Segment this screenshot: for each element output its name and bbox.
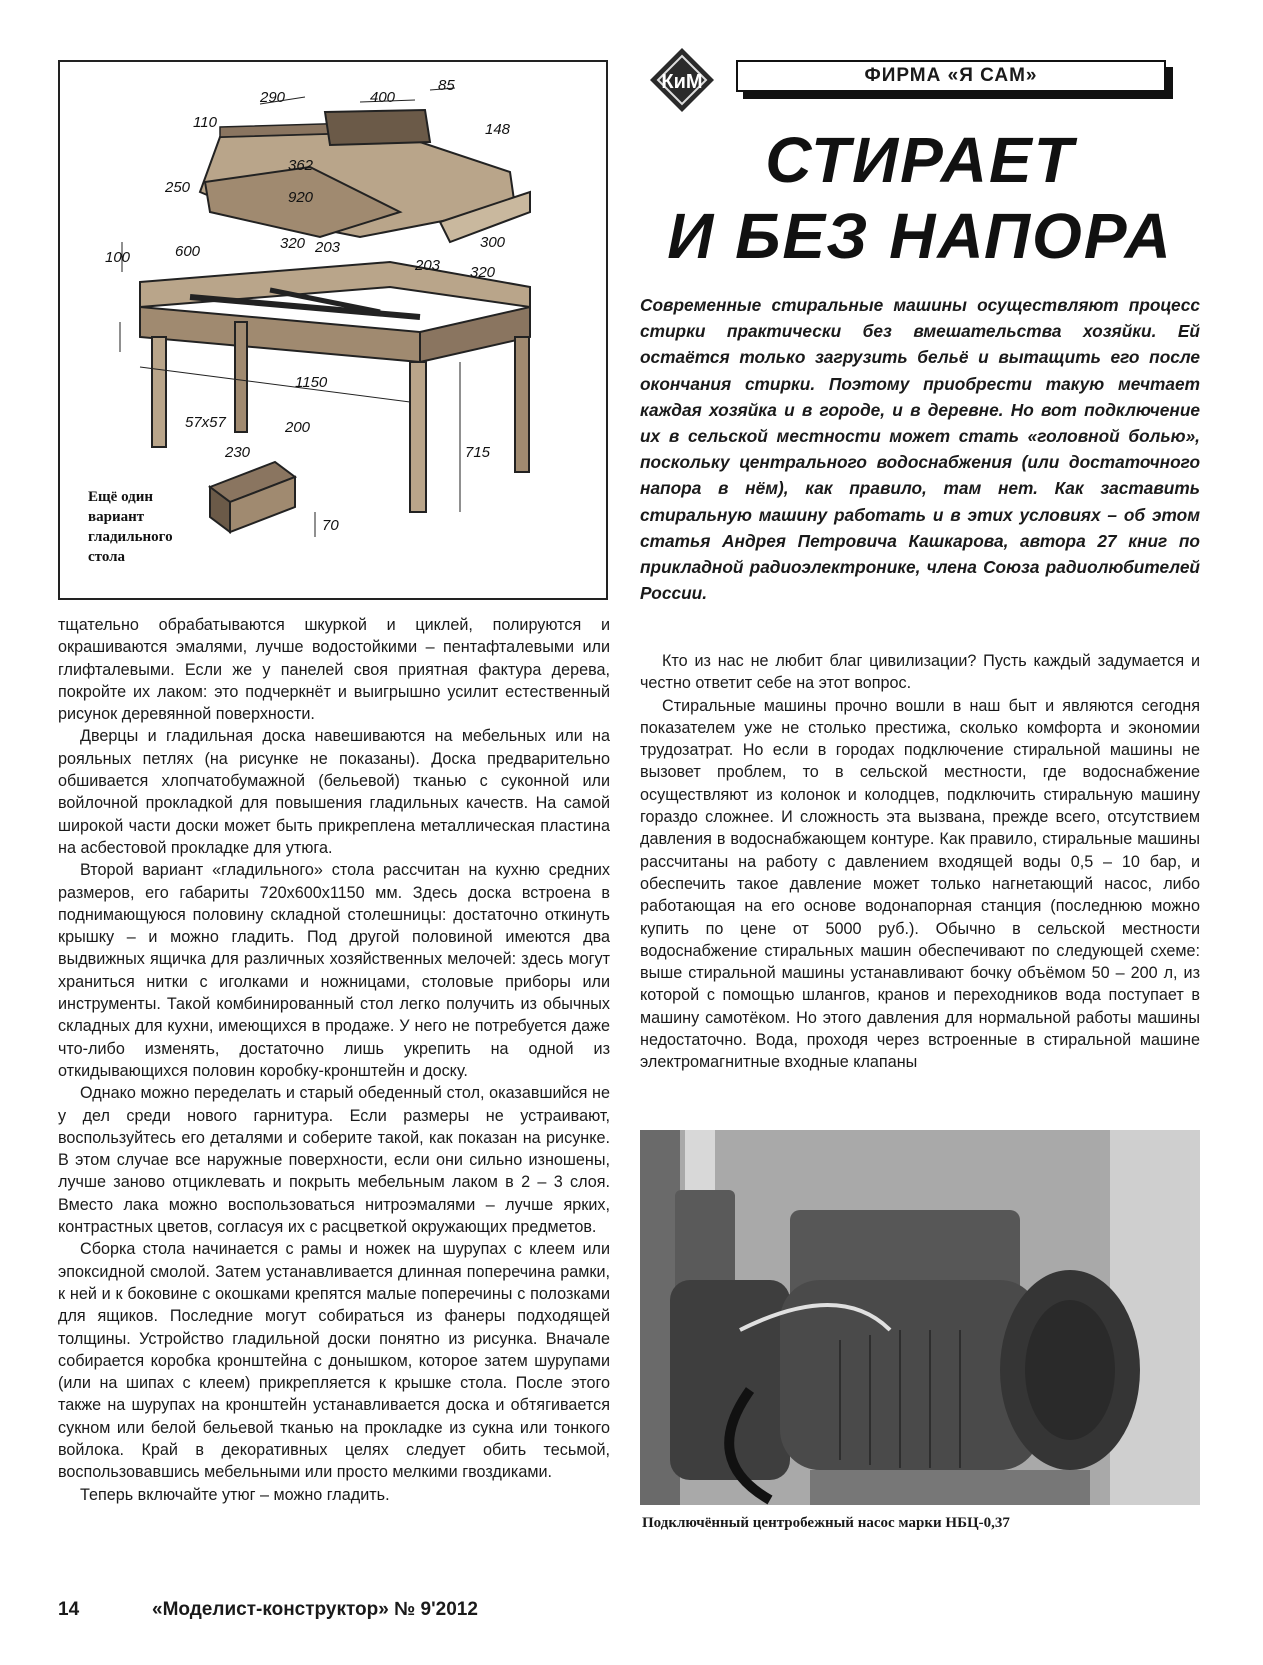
dim-label: 300	[480, 234, 506, 251]
dim-label: 85	[438, 77, 455, 94]
dim-label: 250	[165, 179, 191, 196]
dim-label: 320	[280, 235, 306, 252]
leg-back-right	[515, 337, 529, 472]
paragraph: Кто из нас не любит благ цивилизации? Пусть каждый задумается и честно ответит себе на этот вопрос.	[640, 652, 1200, 693]
dim-label: 230	[225, 444, 251, 461]
figure-table-drawing	[58, 60, 608, 600]
paragraph: Однако можно переделать и старый обеденный стол, оказавшийся не у дел среди нового гарнитура. Если размеры не устраивают, воспользуйтесь его деталями и соберите такой, как показан на рисунке. В этом случае все наружные поверхности, если они сильно изношены, лучше заново отциклевать и покрыть мебельным лаком в 2 – 3 слоя. Вместо лака можно воспользоваться нитроэмалями – лучше ярких, контрастных цветов, согласуя их с расцветкой окружающих предметов.	[58, 1084, 610, 1237]
dim-label: 1150	[295, 374, 328, 391]
page-number: 14	[58, 1599, 80, 1620]
photo-caption: Подключённый центробежный насос марки НБЦ-0,37	[642, 1515, 1010, 1531]
dim-label: 203	[415, 257, 441, 274]
paragraph: тщательно обрабатываются шкуркой и циклей, полируются и окрашиваются эмалями, лучше водостойкими – пентафталевыми или глифталевыми. Если же у панелей своя приятная фактура дерева, покройте их лаком: это подчеркнёт и выигрышно усилит естественный рисунок деревянной поверхности.	[58, 616, 610, 724]
pump-photo-image	[640, 1130, 1200, 1505]
journal-name: «Моделист-конструктор» № 9'2012	[152, 1599, 478, 1620]
dim-label: 148	[485, 121, 511, 138]
article-title	[640, 122, 1200, 274]
dim-label: 362	[288, 157, 314, 174]
left-column	[58, 614, 610, 1506]
bracket-box	[325, 110, 430, 145]
article-lead: Современные стиральные машины осуществляют процесс стирки практически без вмешательства хозяйки. Ей остаётся только загрузить бельё и вытащить его после окончания стирки. Поэтому приобрести такую мечтает каждая хозяйка и в городе, и в деревне. Но вот подключение их в сельской местности может стать «головной болью», поскольку центрального водоснабжения (или достаточного напора в нём), как правило, там нет. Как заставить стиральную машину работать и в этих условиях – об этом статья Андрея Петровича Кашкарова, автора 27 книг по прикладной радиоэлектронике, члена Союза радиолюбителей России.	[640, 295, 1200, 604]
dim-label: 920	[288, 189, 314, 206]
paragraph: Дверцы и гладильная доска навешиваются на мебельных или на рояльных петлях (на рисунке не показаны). Доска предварительно обшивается хлопчатобумажной (бельевой) тканью с суконной или войлочной прокладкой для повышения гладильных качеств. На самой широкой части доски может быть прикреплена металлическая пластина на асбестовой прокладке для утюга.	[58, 727, 610, 857]
dim-label: 57x57	[185, 414, 226, 431]
magazine-logo-icon	[648, 46, 716, 114]
dim-label: 100	[105, 249, 131, 266]
dim-label: 110	[193, 114, 217, 131]
leg-front-right	[410, 362, 426, 512]
figure-caption: Ещё один вариант гладильного стола	[88, 489, 173, 565]
frame-side-rail	[420, 307, 530, 362]
title-line-2: И БЕЗ НАПОРА	[667, 200, 1173, 272]
dim-label: 200	[285, 419, 311, 436]
paragraph: Теперь включайте утюг – можно гладить.	[80, 1485, 390, 1504]
dim-label: 715	[465, 444, 491, 461]
dim-label: 290	[260, 89, 286, 106]
paragraph: Стиральные машины прочно вошли в наш быт и являются сегодня показателем уже не столько престижа, сколько комфорта и экономии трудозатрат. Но если в городах подключение стиральной машины не вызовет проблем, то в сельской местности, где водоснабжение осуществляют из колонок и колодцев, подключить стиральную машину гораздо сложнее. И сложность эта вызвана, прежде всего, отсутствием давления в водоснабжающем контуре. Как правило, стиральные машины рассчитаны на работу с давлением входящей воды 0,5 – 10 бар, и обеспечить такое давление может только нагнетающий насос, либо работающая на его основе водонапорная станция (последнюю можно купить по цене от 5000 руб.). Обычно в сельской местности водоснабжение стиральных машин обеспечивают по следующей схеме: выше стиральной машины устанавливают бочку объёмом 50 – 200 л, из которой с помощью шлангов, кранов и переходников вода поступает в машину самотёком. Но этого давления для нормальной работы машины недостаточно. Вода, проходя через встроенные в стиральной машине электромагнитные входные клапаны	[640, 696, 1200, 1072]
dim-label: 400	[370, 89, 396, 106]
dim-label: 70	[322, 517, 339, 534]
leg-front-left	[152, 337, 166, 447]
right-column	[640, 650, 1200, 1074]
paragraph: Второй вариант «гладильного» стола рассчитан на кухню средних размеров, его габариты 720x600x1150 мм. Здесь доска встроена в поднимающуюся половину складной столешницы: достаточно откинуть крышку – и можно гладить. Под другой половиной имеются два выдвижных ящичка для различных хозяйственных мелочей: здесь могут храниться нитки с иголками и ножницами, столовые приборы или инструменты. Такой комбинированный стол легко получить из обычных складных для кухни, имеющихся в продаже. У него не потребуется даже что-либо изменять, достаточно лишь укрепить на одной из откидывающихся половин коробку-кронштейн и доску.	[58, 861, 610, 1080]
logo-text: КиМ	[661, 71, 703, 93]
dim-label: 203	[315, 239, 341, 256]
leg-back-left	[235, 322, 247, 432]
pump-photo	[640, 1130, 1200, 1505]
paragraph: Сборка стола начинается с рамы и ножек на шурупах с клеем или эпоксидной смолой. Затем устанавливается длинная поперечина рамки, к ней и к боковине с окошками крепятся малые поперечины с полозками для ящиков. Последние могут собираться из фанеры подходящей толщины. Устройство гладильной доски понятно из рисунка. Вначале собирается коробка кронштейна с донышком, которое затем шурупами (или на шипах с клеем) прикрепляется к крышке стола. После этого также на шурупах на кронштейн устанавливается доска и обтягивается сукном или белой бельевой тканью на прокладке из сукна или тонкого войлока. Край в декоративных целях следует обить тесьмой, воспользовавшись мебельными или просто мелкими гвоздиками.	[58, 1240, 610, 1482]
rubric-label: ФИРМА «Я САМ»	[736, 60, 1166, 92]
dim-label: 600	[175, 243, 201, 260]
title-line-1: СТИРАЕТ	[765, 124, 1075, 196]
dim-label: 320	[470, 264, 496, 281]
